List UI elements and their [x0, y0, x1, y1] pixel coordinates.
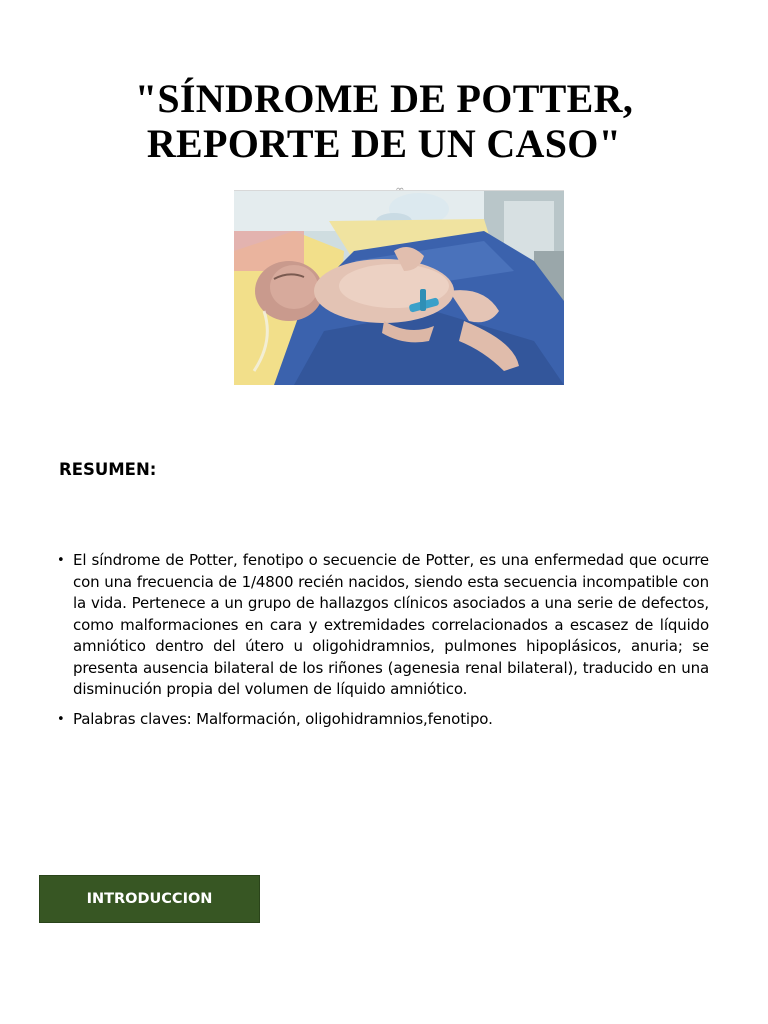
- abstract-bullet-list: [57, 550, 709, 738]
- abstract-bullet-text: El síndrome de Potter, fenotipo o secuencie de Potter, es una enfermedad que ocurre con una frecuencia de 1/4800 recién nacidos, siendo esta secuencia incompatible con la vida. Pertenece a un grupo de hallazgos clínicos asociados a una serie de defectos, como malformaciones en cara y extremidades correlacionados a escasez de líquido amniótico dentro del útero u oligohidramnios, pulmones hipoplásicos, anuria; se presenta ausencia bilateral de los riñones (agenesia renal bilateral), traducido en una disminución propia del volumen de líquido amniótico.: [73, 551, 709, 698]
- introduccion-button[interactable]: INTRODUCCION: [39, 875, 260, 923]
- resumen-heading: RESUMEN:: [59, 460, 157, 479]
- title-line-1: "SÍNDROME DE POTTER,: [134, 76, 634, 121]
- bullet-icon: •: [57, 711, 65, 727]
- keywords-bullet-item: [57, 709, 709, 731]
- bullet-icon: •: [57, 553, 65, 568]
- keywords-text: Palabras claves: Malformación, oligohidramnios,fenotipo.: [73, 709, 493, 728]
- case-photo: [234, 190, 564, 385]
- abstract-bullet-item: [57, 550, 709, 701]
- case-photo-illustration: [234, 191, 564, 385]
- title-line-2: REPORTE DE UN CASO": [146, 121, 622, 166]
- document-title: [60, 76, 708, 166]
